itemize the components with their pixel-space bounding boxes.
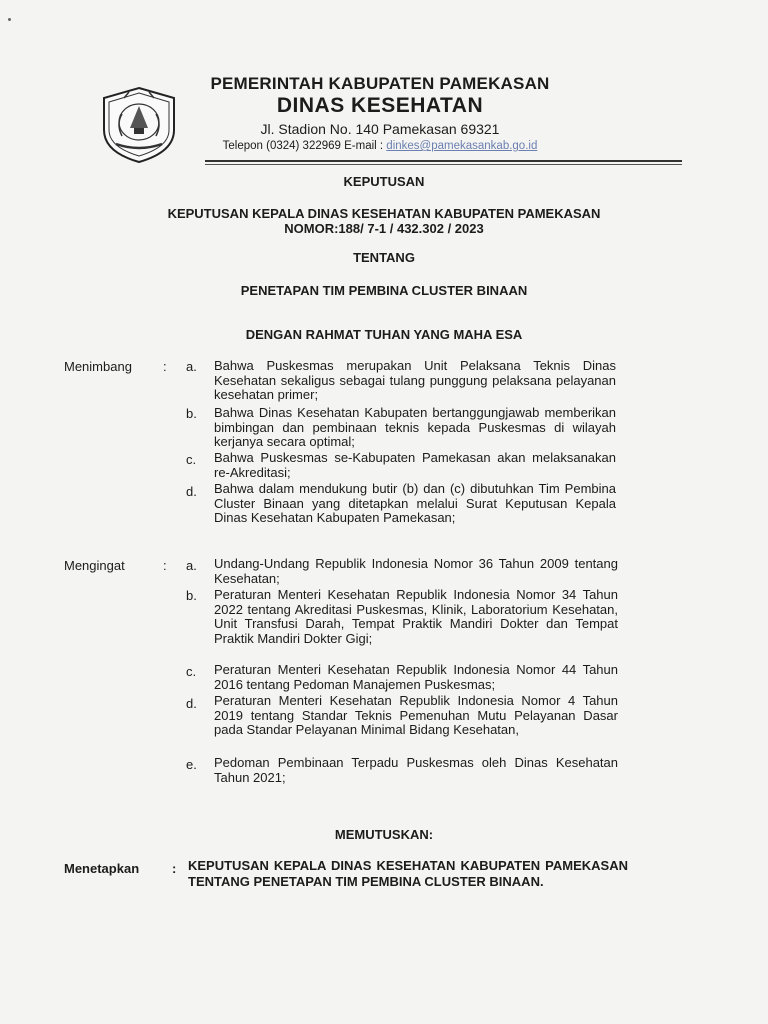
mengingat-letter-b: b. — [186, 588, 197, 603]
decree-number: NOMOR:188/ 7-1 / 432.302 / 2023 — [284, 221, 484, 236]
government-name: PEMERINTAH KABUPATEN PAMEKASAN — [210, 74, 550, 93]
menimbang-label: Menimbang — [64, 359, 132, 374]
menetapkan-text: KEPUTUSAN KEPALA DINAS KESEHATAN KABUPATEN PAMEKASAN TENTANG PENETAPAN TIM PEMBINA CLUSTER BINAAN. — [188, 858, 628, 889]
mengingat-label: Mengingat — [64, 558, 125, 573]
menimbang-letter-c: c. — [186, 452, 197, 467]
mengingat-colon: : — [163, 558, 167, 573]
mengingat-item-b: Peraturan Menteri Kesehatan Republik Indonesia Nomor 34 Tahun 2022 tentang Akreditasi Puskesmas, Klinik, Laboratorium Kesehatan, Unit Transfusi Darah, Tempat Praktik Mandiri Dokter dan Tempat Praktik Mandiri Dokter Gigi; — [214, 587, 618, 646]
scan-speck — [8, 18, 11, 21]
letterhead-rule-thin — [205, 164, 682, 165]
menimbang-letter-a: a. — [186, 359, 197, 374]
mengingat-letter-a: a. — [186, 558, 197, 573]
mengingat-letter-c: c. — [186, 664, 197, 679]
menimbang-item-a: Bahwa Puskesmas merupakan Unit Pelaksana Teknis Dinas Kesehatan sekaligus sebagai tulang punggung pelaksana pelayanan kesehatan primer; — [214, 358, 616, 402]
phone-text: Telepon (0324) 322969 E-mail : — [222, 140, 387, 152]
menimbang-colon: : — [163, 359, 167, 374]
menimbang-letter-b: b. — [186, 406, 197, 421]
doc-type-heading: KEPUTUSAN — [343, 174, 425, 189]
contact-line — [190, 140, 570, 152]
decision-heading: MEMUTUSKAN: — [334, 827, 434, 842]
regency-emblem-icon — [94, 84, 184, 164]
invocation: DENGAN RAHMAT TUHAN YANG MAHA ESA — [245, 327, 523, 342]
menetapkan-label: Menetapkan — [64, 861, 140, 876]
mengingat-item-e: Pedoman Pembinaan Terpadu Puskesmas oleh Dinas Kesehatan Tahun 2021; — [214, 755, 618, 785]
about-heading: TENTANG — [353, 250, 415, 265]
mengingat-item-a: Undang-Undang Republik Indonesia Nomor 36 Tahun 2009 tentang Kesehatan; — [214, 556, 618, 586]
mengingat-letter-e: e. — [186, 757, 197, 772]
email-link[interactable]: dinkes@pamekasankab.go.id — [386, 140, 538, 152]
letterhead-rule — [205, 160, 682, 162]
menimbang-item-d: Bahwa dalam mendukung butir (b) dan (c) dibutuhkan Tim Pembina Cluster Binaan yang ditetapkan melalui Surat Keputusan Kepala Dinas Kesehatan Kabupaten Pamekasan; — [214, 481, 616, 525]
mengingat-letter-d: d. — [186, 696, 197, 711]
decree-subject: PENETAPAN TIM PEMBINA CLUSTER BINAAN — [240, 283, 528, 298]
agency-address: Jl. Stadion No. 140 Pamekasan 69321 — [260, 121, 500, 137]
mengingat-item-d: Peraturan Menteri Kesehatan Republik Indonesia Nomor 4 Tahun 2019 tentang Standar Teknis Pemenuhan Mutu Pelayanan Dasar pada Standar Pelayanan Minimal Bidang Kesehatan, — [214, 693, 618, 737]
decree-title: KEPUTUSAN KEPALA DINAS KESEHATAN KABUPATEN PAMEKASAN — [167, 206, 601, 221]
mengingat-item-c: Peraturan Menteri Kesehatan Republik Indonesia Nomor 44 Tahun 2016 tentang Pedoman Manajemen Puskesmas; — [214, 662, 618, 692]
menimbang-item-b: Bahwa Dinas Kesehatan Kabupaten bertanggungjawab memberikan bimbingan dan pembinaan teknis kepada Puskesmas di wilayah kerjanya secara optimal; — [214, 405, 616, 449]
agency-name: DINAS KESEHATAN — [276, 94, 484, 117]
menetapkan-colon: : — [172, 861, 177, 876]
menimbang-letter-d: d. — [186, 484, 197, 499]
menimbang-item-c: Bahwa Puskesmas se-Kabupaten Pamekasan akan melaksanakan re-Akreditasi; — [214, 450, 616, 480]
